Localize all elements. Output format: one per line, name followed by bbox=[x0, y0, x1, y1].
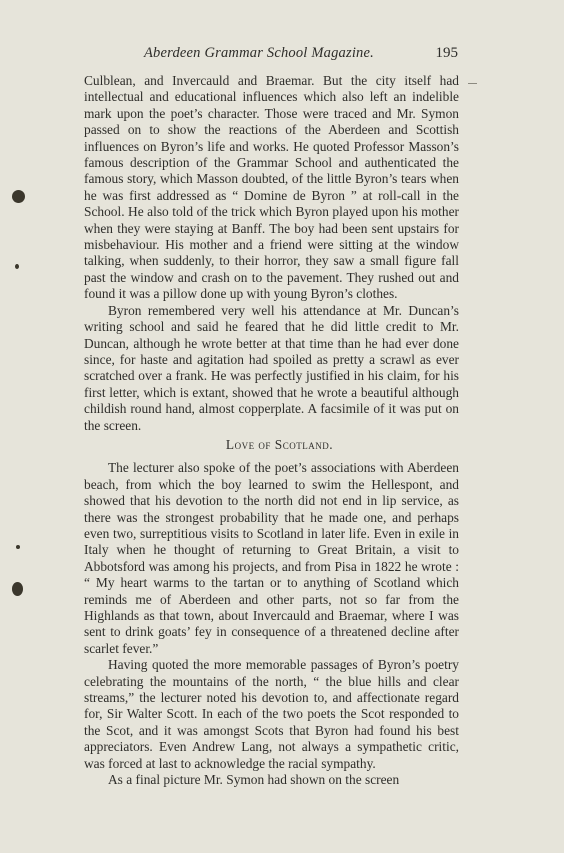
article-body bbox=[84, 73, 459, 788]
page-number: 195 bbox=[435, 45, 458, 61]
margin-mark bbox=[468, 83, 477, 84]
ink-speck bbox=[12, 190, 25, 203]
paragraph-2: Byron remembered very well his attendance at Mr. Duncan’s writing school and said he feared that he did little credit to Mr. Duncan, although he wrote better at that time than he had ever done since, for haste and agitation had spoiled as pretty a scrawl as ever scratched over a frank. He was perfectly justified in his claim, for his first letter, which is extant, showed that he wrote a beautiful although childish round hand, almost copperplate. A facsimile of it was put on the screen. bbox=[84, 302, 459, 433]
paragraph-4: Having quoted the more memorable passages of Byron’s poetry celebrating the mountains of the north, “ the blue hills and clear streams,” the lecturer noted his devotion to, and affectionate regard for, Sir Walter Scott. In each of the two poets the Scot responded to the Scot, and it was amongst Scots that Byron had found his best appreciators. Even Andrew Lang, not always a sympathetic critic, was forced at last to acknowledge the racial sympathy. bbox=[84, 657, 459, 771]
running-title: Aberdeen Grammar School Magazine. bbox=[144, 45, 374, 61]
page-header bbox=[84, 45, 458, 65]
paragraph-5: As a final picture Mr. Symon had shown on the screen bbox=[108, 772, 400, 788]
section-heading: Love of Scotland. bbox=[225, 436, 334, 452]
paragraph-1: Culblean, and Invercauld and Braemar. But the city itself had intellectual and educational influences which also left an indelible mark upon the poet’s character. Those were traced and Mr. Symon passed on to show the reactions of the Aberdeen and Scottish influences on Byron’s life and works. He quoted Professor Masson’s famous description of the Grammar School and authenticated the famous story, which Masson doubted, of the little Byron’s tears when he was first addressed as “ Domine de Byron ” at roll-call in the School. He also told of the trick which Byron played upon his mother when they were staying at Banff. The boy had been sent upstairs for misbehaviour. His mother and a friend were sitting at the window talking, when suddenly, to their horror, they saw a small figure fall past the window and crash on to the pavement. They rushed out and found it was a pillow done up with young Byron’s clothes. bbox=[84, 73, 459, 302]
ink-speck bbox=[15, 264, 19, 269]
ink-speck bbox=[16, 545, 20, 549]
ink-speck bbox=[12, 582, 23, 596]
paragraph-3: The lecturer also spoke of the poet’s associations with Aberdeen beach, from which the boy learned to swim the Hellespont, and showed that his devotion to the north did not end in lip service, as there was the strongest probability that he made one, and perhaps even two, surreptitious visits to Scotland in later life. Even in exile in Italy when he thought of returning to Great Britain, a visit to Abbotsford was among his projects, and from Pisa in 1822 he wrote : “ My heart warms to the tartan or to anything of Scotland which reminds me of Aberdeen and other parts, not so far from the Highlands as that town, about Invercauld and Braemar, where I was sent to drink goats’ fey in consequence of a threatened decline after scarlet fever.” bbox=[84, 460, 459, 656]
